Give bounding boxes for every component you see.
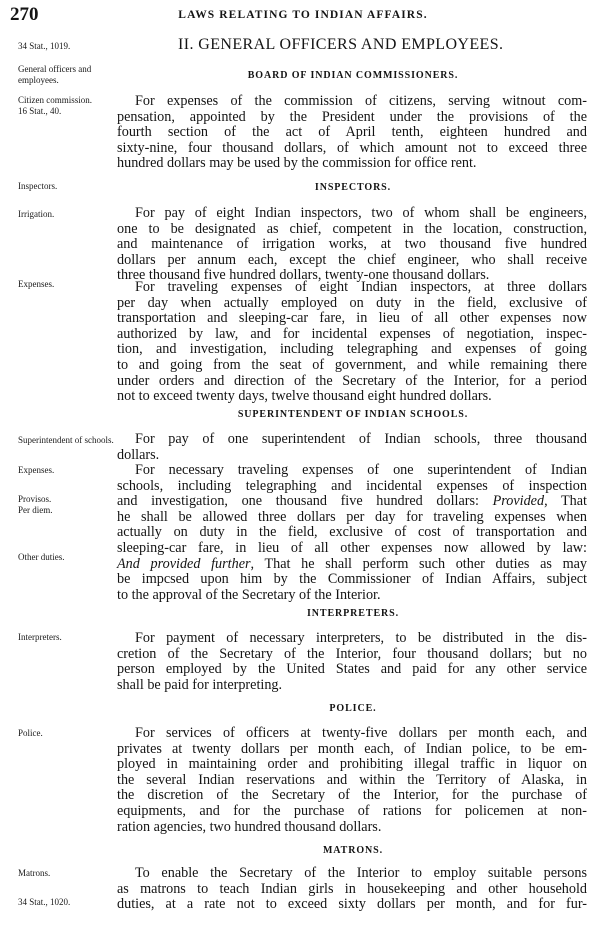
italic-provided: Provided — [492, 493, 545, 510]
margin-note-general-officers: General officers and employees. — [18, 64, 92, 85]
text-line: shall be paid for interpreting. — [117, 676, 283, 693]
margin-note-citizen-commission: Citizen commission. — [18, 95, 92, 105]
paragraph-interpreters — [117, 631, 587, 693]
text-line: For necessary traveling expenses of one superintendent of Indian — [135, 462, 587, 478]
text-line: he shall be allowed three dollars per day for traveling expenses when — [117, 508, 587, 525]
text-line: the discretion of the Secretary of the Interior, for the purchase of — [117, 787, 587, 804]
text-line: For traveling expenses of eight Indian inspectors, at three dollars — [135, 279, 587, 295]
italic-and-provided-further: And provided further — [117, 555, 251, 572]
text-line: one to be designated as chief, competent in the location, construction, — [117, 220, 587, 237]
margin-note-inspectors: Inspectors. — [18, 181, 58, 191]
text-line: duties, at a rate not to exceed sixty dollars per month, and for fur- — [117, 896, 587, 913]
margin-note-expenses: Expenses. — [18, 279, 55, 289]
text-line: tion, and investigation, including telegraphing and expenses of going — [117, 341, 587, 358]
margin-note-expenses: Expenses. — [18, 465, 55, 475]
text-line: sleeping-car fare, in lieu of all other expenses now allowed by law: — [117, 539, 587, 556]
paragraph-inspectors-travel — [117, 280, 587, 405]
text-fragment: , That he shall perform such other duties as may — [250, 555, 587, 572]
margin-note-superintendent: Superintendent of schools. — [18, 435, 114, 445]
text-line — [117, 557, 587, 573]
text-line: three thousand five hundred dollars, twenty-one thousand dollars. — [117, 267, 490, 284]
text-line: dollars. — [117, 446, 160, 463]
section-title: II. GENERAL OFFICERS AND EMPLOYEES. — [178, 36, 504, 53]
margin-note-stat-citation: 34 Stat., 1020. — [18, 897, 71, 907]
text-line: as matrons to teach Indian girls in housekeeping and other household — [117, 880, 587, 897]
text-line: fourth section of the act of April tenth, eighteen hundred and — [117, 124, 587, 141]
text-line: the several Indian reservations and within the Territory of Alaska, in — [117, 771, 587, 788]
text-line: cretion of the Secretary of the Interior, four thousand dollars; but no — [117, 645, 587, 662]
paragraph-police — [117, 726, 587, 835]
heading-board-of-indian-commissioners: BOARD OF INDIAN COMMISSIONERS. — [247, 70, 459, 81]
page-number: 270 — [10, 4, 39, 25]
text-line: pensation, appointed by the President under the provisions of the — [117, 108, 587, 125]
running-head — [10, 4, 596, 26]
text-line: ployed in maintaining order and prohibiting illegal traffic in liquor on — [117, 756, 587, 773]
text-line: ration agencies, two hundred thousand dollars. — [117, 818, 382, 835]
margin-note-irrigation: Irrigation. — [18, 209, 55, 219]
text-fragment: , That — [544, 493, 587, 510]
heading-police: POLICE. — [329, 703, 377, 714]
text-line: actually on duty in the field, exclusive of cost of transportation and — [117, 524, 587, 541]
text-line: hundred dollars may be used by the commission for office rent. — [117, 155, 477, 172]
text-line: For expenses of the commission of citizens, serving witnout com- — [135, 93, 587, 109]
text-line: person employed by the United States and paid for any other service — [117, 661, 587, 678]
running-title: LAWS RELATING TO INDIAN AFFAIRS. — [178, 9, 428, 21]
text-line: schools, including telegraphing and incidental expenses of inspection — [117, 477, 587, 494]
margin-note-police: Police. — [18, 728, 43, 738]
text-line: and maintenance of irrigation works, at two thousand five hundred — [117, 236, 587, 253]
margin-note-other-duties: Other duties. — [18, 552, 65, 562]
text-line: For payment of necessary interpreters, to be distributed in the dis- — [135, 630, 587, 646]
text-line: privates at twenty dollars per month each, of Indian police, to be em- — [117, 740, 587, 757]
margin-note-interpreters: Interpreters. — [18, 632, 62, 642]
text-line: To enable the Secretary of the Interior to employ suitable persons — [135, 865, 587, 881]
heading-superintendent-of-indian-schools: SUPERINTENDENT OF INDIAN SCHOOLS. — [237, 409, 469, 420]
text-line: authorized by law, and for incidental expenses of negotiation, inspec- — [117, 325, 587, 342]
text-line: per day when actually employed on duty in the field, exclusive of — [117, 294, 587, 311]
text-line: dollars per annum each, except the chief engineer, who shall receive — [117, 251, 587, 268]
text-fragment: and investigation, one thousand five hundred dollars: — [117, 493, 493, 510]
text-line: For services of officers at twenty-five dollars per month each, and — [135, 725, 587, 741]
margin-note-per-diem: Per diem. — [18, 505, 53, 515]
paragraph-superintendent-travel — [117, 463, 587, 603]
heading-inspectors: INSPECTORS. — [314, 182, 392, 193]
text-line: under orders and direction of the Secretary of the Interior, for a period — [117, 372, 587, 389]
text-line: to the approval of the Secretary of the Interior. — [117, 586, 381, 603]
text-line: not to exceed twenty days, twelve thousand eight hundred dollars. — [117, 388, 492, 405]
paragraph-inspectors-pay — [117, 206, 587, 284]
text-line: be impcsed upon him by the Commissioner of Indian Affairs, subject — [117, 571, 587, 588]
paragraph-board-of-commissioners — [117, 94, 587, 172]
text-line: equipments, and for the purchase of rations for policemen at non- — [117, 802, 587, 819]
heading-interpreters: INTERPRETERS. — [307, 608, 399, 619]
text-line: For pay of one superintendent of Indian schools, three thousand — [135, 431, 587, 447]
paragraph-superintendent-pay — [117, 432, 587, 463]
paragraph-matrons — [117, 866, 587, 913]
heading-matrons: MATRONS. — [322, 845, 384, 856]
margin-note-matrons: Matrons. — [18, 868, 51, 878]
text-line: transportation and sleeping-car fare, in lieu of all other expenses now — [117, 310, 587, 327]
text-line: to and going from the seat of government, and while remaining there — [117, 356, 587, 373]
text-line: For pay of eight Indian inspectors, two of whom shall be engineers, — [135, 205, 587, 221]
text-line: sixty-nine, four thousand dollars, of which amount not to exceed three — [117, 139, 587, 156]
margin-note-stat-citation: 34 Stat., 1019. — [18, 41, 71, 51]
text-line — [117, 494, 587, 510]
margin-note-stat-citation: 16 Stat., 40. — [18, 106, 62, 116]
margin-note-provisos: Provisos. — [18, 494, 52, 504]
